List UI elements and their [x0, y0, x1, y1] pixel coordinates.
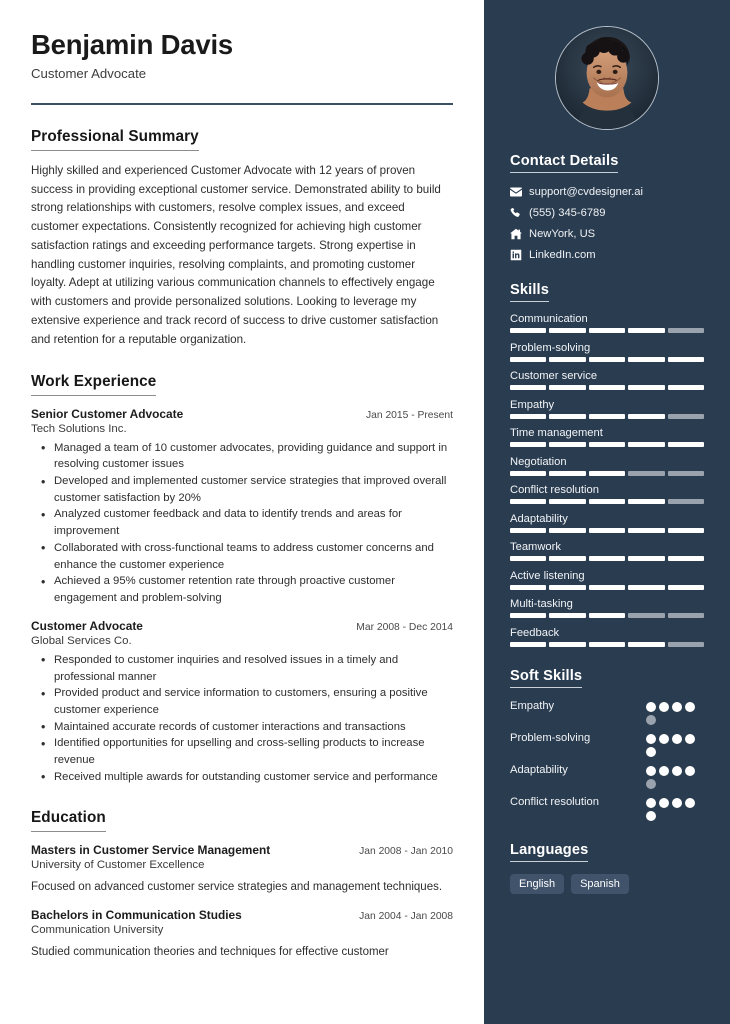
rating-dot — [672, 766, 682, 776]
work-entry-role: Customer Advocate — [31, 618, 143, 633]
education-entry-header — [31, 908, 453, 922]
skill-level-bar — [510, 499, 704, 504]
skill-level-bar — [510, 528, 704, 533]
contact-item-value: NewYork, US — [529, 228, 596, 240]
rating-dot — [646, 811, 656, 821]
work-entry-role: Senior Customer Advocate — [31, 406, 184, 421]
skill-bar-segment — [589, 414, 625, 419]
sidebar — [484, 0, 730, 1024]
education-entry — [31, 908, 453, 961]
skill-name: Communication — [510, 313, 588, 325]
rating-dot — [685, 798, 695, 808]
skill-level-bar — [510, 585, 704, 590]
skill-bar-segment — [589, 357, 625, 362]
skill-bar-segment — [510, 642, 546, 647]
soft-skill-row — [510, 795, 704, 821]
education-entry-description: Studied communication theories and techniques for effective customer — [31, 945, 389, 958]
skill-level-bar — [510, 328, 704, 333]
skill-bar-segment — [549, 585, 585, 590]
work-entry-header — [31, 407, 453, 421]
rating-dot — [659, 766, 669, 776]
rating-dot — [646, 766, 656, 776]
skill-bar-segment — [668, 528, 704, 533]
rating-dot — [659, 734, 669, 744]
soft-skill-rating — [646, 763, 704, 789]
skill-name: Teamwork — [510, 541, 561, 553]
skill-bar-segment — [668, 357, 704, 362]
soft-skills-section — [484, 667, 730, 821]
work-experience-section — [31, 373, 453, 786]
soft-skill-name: Conflict resolution — [510, 795, 599, 808]
skill-bar-segment — [628, 328, 664, 333]
rating-dot — [659, 798, 669, 808]
rating-dot — [672, 702, 682, 712]
education-entry-school: University of Customer Excellence — [31, 858, 205, 871]
skill-row — [510, 598, 704, 618]
list-item: • Managed a team of 10 customer advocates, providing guidance and support in resolving customer issues — [54, 440, 453, 473]
list-item: • Analyzed customer feedback and data to identify trends and areas for improvement — [54, 506, 453, 539]
rating-dot — [672, 798, 682, 808]
skill-bar-segment — [549, 385, 585, 390]
skill-row — [510, 313, 704, 333]
skill-row — [510, 513, 704, 533]
linkedin-icon — [510, 249, 529, 261]
skill-bar-segment — [589, 499, 625, 504]
skill-bar-segment — [549, 499, 585, 504]
rating-dot — [646, 747, 656, 757]
skill-bar-segment — [668, 499, 704, 504]
skill-bar-segment — [510, 328, 546, 333]
skill-row — [510, 484, 704, 504]
work-entry-date: Mar 2008 - Dec 2014 — [356, 621, 453, 633]
resume-header — [31, 30, 453, 105]
soft-skill-name: Adaptability — [510, 763, 568, 776]
skill-name: Multi-tasking — [510, 598, 573, 610]
skill-bar-segment — [589, 642, 625, 647]
list-item: • Provided product and service information to customers, ensuring a positive customer experience — [54, 685, 453, 718]
education-entry-header — [31, 843, 453, 857]
skill-bar-segment — [668, 414, 704, 419]
skill-bar-segment — [668, 556, 704, 561]
skill-name: Negotiation — [510, 455, 567, 468]
skill-bar-segment — [628, 385, 664, 390]
rating-dot — [685, 702, 695, 712]
rating-dot — [646, 702, 656, 712]
section-heading-languages: Languages — [510, 842, 588, 862]
language-tag: Spanish — [571, 874, 629, 894]
language-list — [510, 874, 704, 894]
soft-skill-row — [510, 699, 704, 725]
skill-name: Empathy — [510, 398, 555, 411]
contact-item-value: (555) 345-6789 — [529, 207, 606, 219]
skill-bar-segment — [510, 613, 546, 618]
avatar-photo-icon — [556, 27, 658, 129]
skill-bar-segment — [510, 499, 546, 504]
skill-level-bar — [510, 385, 704, 390]
work-entry — [31, 407, 453, 607]
list-item: • Identified opportunities for upselling and cross-selling products to increase revenue — [54, 735, 453, 768]
skill-bar-segment — [549, 442, 585, 447]
soft-skill-name: Problem-solving — [510, 731, 591, 744]
skill-bar-segment — [589, 471, 625, 476]
education-entry-list — [31, 843, 453, 962]
skill-name: Adaptability — [510, 512, 568, 525]
skill-bar-segment — [510, 414, 546, 419]
list-item: • Developed and implemented customer service strategies that improved overall customer satisfaction by 20% — [54, 473, 453, 506]
skill-bar-segment — [510, 385, 546, 390]
home-icon — [510, 228, 529, 240]
work-entry-list — [31, 407, 453, 786]
skill-bar-segment — [510, 442, 546, 447]
skill-bar-segment — [628, 528, 664, 533]
skill-bar-segment — [589, 528, 625, 533]
skill-row — [510, 456, 704, 476]
skill-bar-segment — [510, 585, 546, 590]
rating-dot — [646, 715, 656, 725]
work-entry-organization: Tech Solutions Inc. — [31, 422, 127, 435]
soft-skill-rating — [646, 795, 704, 821]
languages-section — [484, 841, 730, 894]
avatar — [555, 26, 659, 130]
summary-text: Highly skilled and experienced Customer Advocate with 12 years of proven success in providing exceptional customer service. Demonstrated ability to build strong relationships with customers, resolve complex issues, and exceed customer expectations. Consistently recognized for achieving high customer satisfaction ratings and exceeding performance targets. Strong expertise in handling customer inquiries, resolving complaints, and promoting customer loyalty. Adept at utilizing various communication channels to effectively engage with customers and provide personalized solutions. Looking to leverage my extensive experience and track record of success to drive customer satisfaction and retention for a reputable organization. — [31, 163, 441, 346]
education-entry-degree: Masters in Customer Service Management — [31, 842, 271, 857]
skill-level-bar — [510, 471, 704, 476]
section-heading-skills: Skills — [510, 282, 549, 302]
skill-bar-segment — [549, 471, 585, 476]
skill-bar-segment — [510, 528, 546, 533]
skill-bar-segment — [589, 613, 625, 618]
soft-skill-row — [510, 731, 704, 757]
section-heading-contact: Contact Details — [510, 153, 618, 173]
contact-item-value: support@cvdesigner.ai — [529, 186, 643, 198]
skill-row — [510, 342, 704, 362]
skill-bar-segment — [549, 357, 585, 362]
work-entry-bullets — [31, 652, 453, 786]
skill-bar-segment — [628, 414, 664, 419]
soft-skill-list — [510, 699, 704, 821]
education-entry-date: Jan 2008 - Jan 2010 — [359, 845, 453, 857]
education-section — [31, 809, 453, 962]
skill-bar-segment — [628, 585, 664, 590]
skill-bar-segment — [668, 613, 704, 618]
skill-level-bar — [510, 442, 704, 447]
skill-name: Feedback — [510, 626, 560, 639]
skill-name: Conflict resolution — [510, 484, 599, 496]
skill-level-bar — [510, 613, 704, 618]
skill-row — [510, 399, 704, 419]
contact-item-value: LinkedIn.com — [529, 249, 596, 261]
skill-name: Active listening — [510, 569, 585, 582]
contact-item[interactable] — [510, 228, 704, 240]
skills-section — [484, 281, 730, 647]
skill-bar-segment — [668, 642, 704, 647]
skill-bar-segment — [628, 471, 664, 476]
section-heading-education: Education — [31, 809, 106, 832]
work-entry-header — [31, 619, 453, 633]
rating-dot — [685, 734, 695, 744]
section-heading-work-experience: Work Experience — [31, 373, 156, 396]
contact-item[interactable] — [510, 186, 704, 198]
skill-bar-segment — [589, 585, 625, 590]
skill-bar-segment — [510, 471, 546, 476]
envelope-icon — [510, 186, 529, 198]
education-entry-school: Communication University — [31, 923, 164, 936]
contact-item[interactable] — [510, 249, 704, 261]
skill-name: Time management — [510, 427, 603, 439]
rating-dot — [646, 779, 656, 789]
skill-bar-segment — [510, 556, 546, 561]
skill-bar-segment — [668, 442, 704, 447]
list-item: • Maintained accurate records of customer interactions and transactions — [54, 719, 453, 736]
contact-item[interactable] — [510, 207, 704, 219]
skill-level-bar — [510, 357, 704, 362]
skill-bar-segment — [589, 385, 625, 390]
skill-bar-segment — [549, 642, 585, 647]
skill-list — [510, 313, 704, 647]
page-title: Benjamin Davis — [31, 29, 233, 60]
header-divider — [31, 103, 453, 105]
language-tag: English — [510, 874, 564, 894]
skill-name: Customer service — [510, 370, 598, 382]
work-entry-date: Jan 2015 - Present — [365, 409, 453, 421]
soft-skill-rating — [646, 731, 704, 757]
skill-row — [510, 570, 704, 590]
education-entry-description: Focused on advanced customer service strategies and management techniques. — [31, 880, 443, 893]
skill-bar-segment — [668, 328, 704, 333]
soft-skill-rating — [646, 699, 704, 725]
skill-level-bar — [510, 642, 704, 647]
work-entry-bullets — [31, 440, 453, 607]
skill-bar-segment — [628, 442, 664, 447]
soft-skill-name: Empathy — [510, 699, 555, 712]
section-heading-summary: Professional Summary — [31, 128, 199, 151]
skill-row — [510, 427, 704, 447]
phone-icon — [510, 207, 529, 219]
skill-bar-segment — [628, 642, 664, 647]
list-item: • Responded to customer inquiries and resolved issues in a timely and professional manner — [54, 652, 453, 685]
rating-dot — [646, 734, 656, 744]
skill-row — [510, 627, 704, 647]
list-item: • Collaborated with cross-functional teams to address customer concerns and enhance the customer experience — [54, 540, 453, 573]
skill-name: Problem-solving — [510, 341, 591, 354]
skill-row — [510, 370, 704, 390]
skill-bar-segment — [668, 385, 704, 390]
skill-bar-segment — [668, 585, 704, 590]
skill-bar-segment — [589, 556, 625, 561]
rating-dot — [646, 798, 656, 808]
rating-dot — [685, 766, 695, 776]
list-item: • Received multiple awards for outstanding customer service and performance — [54, 769, 453, 786]
skill-bar-segment — [549, 414, 585, 419]
skill-bar-segment — [628, 556, 664, 561]
work-entry — [31, 619, 453, 786]
soft-skill-row — [510, 763, 704, 789]
skill-bar-segment — [628, 613, 664, 618]
skill-bar-segment — [668, 471, 704, 476]
rating-dot — [659, 702, 669, 712]
education-entry — [31, 843, 453, 896]
skill-bar-segment — [549, 556, 585, 561]
skill-bar-segment — [589, 442, 625, 447]
skill-bar-segment — [589, 328, 625, 333]
skill-row — [510, 541, 704, 561]
skill-level-bar — [510, 556, 704, 561]
skill-bar-segment — [549, 328, 585, 333]
skill-bar-segment — [549, 528, 585, 533]
education-entry-degree: Bachelors in Communication Studies — [31, 907, 242, 922]
contact-list — [510, 186, 704, 261]
skill-bar-segment — [628, 499, 664, 504]
job-title: Customer Advocate — [31, 65, 147, 81]
contact-details-section — [484, 152, 730, 261]
skill-bar-segment — [628, 357, 664, 362]
avatar-container — [484, 0, 730, 130]
section-heading-soft-skills: Soft Skills — [510, 668, 582, 688]
skill-bar-segment — [510, 357, 546, 362]
work-entry-organization: Global Services Co. — [31, 634, 132, 647]
rating-dot — [672, 734, 682, 744]
education-entry-date: Jan 2004 - Jan 2008 — [359, 910, 453, 922]
skill-bar-segment — [549, 613, 585, 618]
list-item: • Achieved a 95% customer retention rate through proactive customer engagement and problem-solving — [54, 573, 453, 606]
professional-summary-section — [31, 128, 453, 350]
skill-level-bar — [510, 414, 704, 419]
